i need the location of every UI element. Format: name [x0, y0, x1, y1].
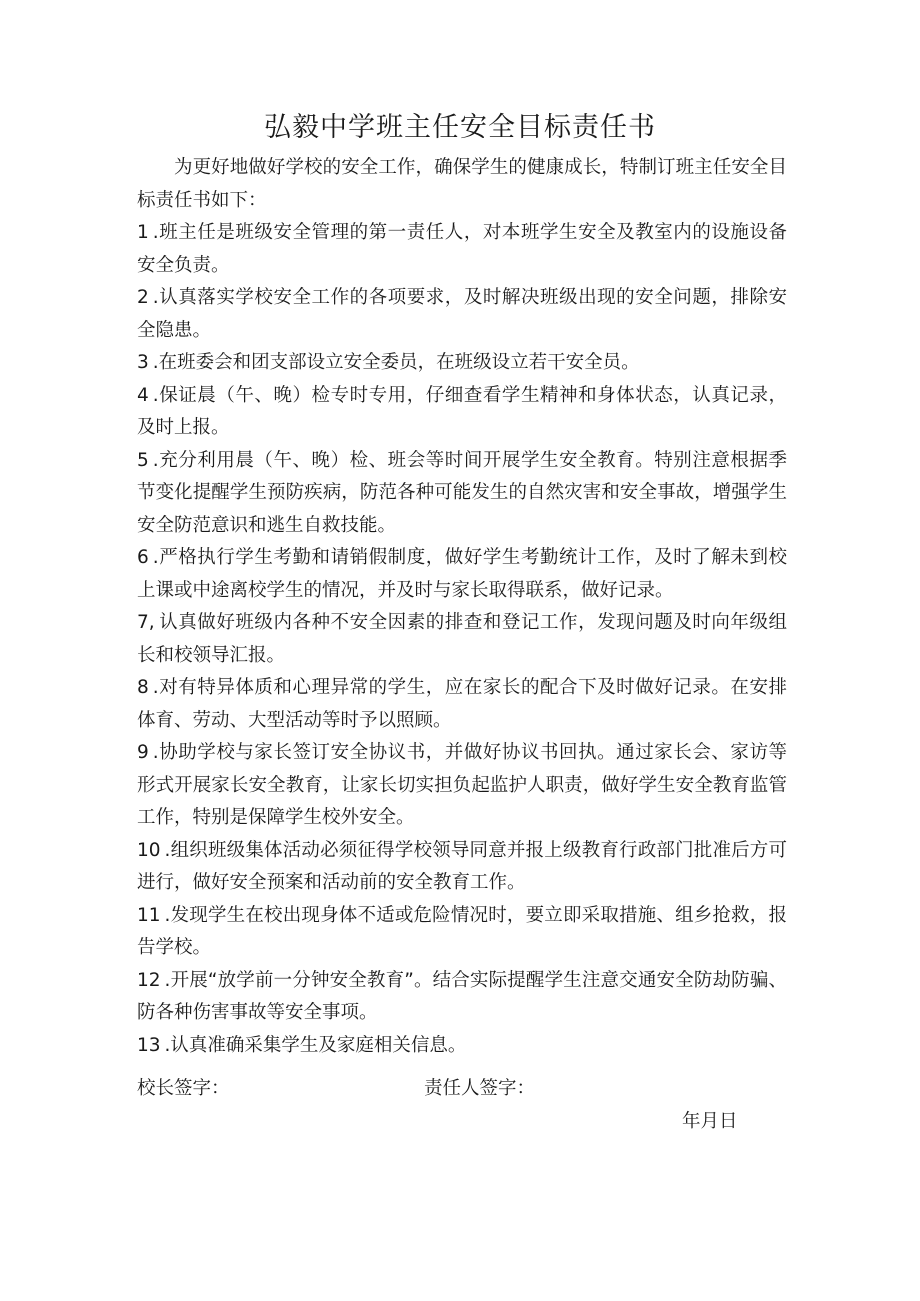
intro-paragraph: 为更好地做好学校的安全工作，确保学生的健康成长，特制订班主任安全目标责任书如下：	[137, 157, 787, 211]
item-text: .认真准确采集学生及家庭相关信息。	[164, 1034, 467, 1056]
item-1	[137, 217, 787, 282]
item-text: .在班委会和团支部设立安全委员，在班级设立若干安全员。	[152, 352, 640, 373]
responsible-signature-label: 责任人签字：	[424, 1078, 536, 1099]
item-number: 8	[137, 677, 149, 698]
document-title: 弘毅中学班主任安全目标责任书	[264, 112, 656, 143]
item-number: 5	[137, 449, 149, 471]
signature-row	[137, 1073, 787, 1105]
item-number: 9	[137, 742, 149, 763]
item-number: 11	[137, 904, 161, 926]
item-number: 2	[137, 287, 149, 308]
item-text: 认真做好班级内各种不安全因素的排查和登记工作，发现问题及时向年级组长和校领导汇报。	[137, 612, 787, 666]
item-2	[137, 282, 787, 347]
item-10	[137, 835, 787, 900]
item-text: .严格执行学生考勤和请销假制度，做好学生考勤统计工作，及时了解未到校上课或中途离校学生的情况，并及时与家长取得联系，做好记录。	[137, 547, 787, 601]
item-11	[137, 900, 787, 965]
item-text: .发现学生在校出现身体不适或危险情况时，要立即采取措施、组乡抢救，报告学校。	[137, 904, 787, 958]
item-number: 6	[137, 547, 149, 568]
item-text: .认真落实学校安全工作的各项要求，及时解决班级出现的安全问题，排除安全隐患。	[137, 287, 787, 341]
item-text: .对有特异体质和心理异常的学生，应在家长的配合下及时做好记录。在安排体育、劳动、大型活动等时予以照顾。	[137, 677, 787, 731]
item-8	[137, 672, 787, 737]
principal-signature-label: 校长签字：	[137, 1078, 230, 1099]
item-13	[137, 1030, 787, 1063]
item-text: .充分利用晨（午、晚）检、班会等时间开展学生安全教育。特别注意根据季节变化提醒学生预防疾病，防范各种可能发生的自然灾害和安全事故，增强学生安全防范意识和逃生自救技能。	[137, 449, 787, 536]
item-5	[137, 445, 787, 543]
item-12	[137, 965, 787, 1030]
item-9	[137, 737, 787, 835]
item-7	[137, 607, 787, 672]
item-number: 10	[137, 839, 161, 861]
item-text: .班主任是班级安全管理的第一责任人，对本班学生安全及教室内的设施设备安全负责。	[137, 222, 787, 276]
item-6	[137, 542, 787, 607]
document-body	[137, 152, 787, 1062]
date-line: 年月日	[682, 1111, 738, 1132]
item-text: .协助学校与家长签订安全协议书，并做好协议书回执。通过家长会、家访等形式开展家长安全教育，让家长切实担负起监护人职责，做好学生安全教育监管工作，特别是保障学生校外安全。	[137, 742, 787, 828]
item-text: .开展“放学前一分钟安全教育”。结合实际提醒学生注意交通安全防劫防骗、防各种伤害事故等安全事项。	[137, 969, 787, 1023]
item-number: 7,	[137, 612, 155, 633]
item-text: .保证晨（午、晚）检专时专用，仔细查看学生精神和身体状态，认真记录，及时上报。	[137, 384, 787, 438]
item-number: 12	[137, 969, 161, 991]
item-4	[137, 380, 787, 445]
item-3	[137, 347, 787, 380]
item-number: 1	[137, 222, 149, 243]
item-number: 3	[137, 352, 149, 373]
item-text: .组织班级集体活动必须征得学校领导同意并报上级教育行政部门批准后方可进行，做好安全预案和活动前的安全教育工作。	[137, 839, 787, 893]
item-number: 4	[137, 384, 149, 406]
item-number: 13	[137, 1034, 161, 1056]
